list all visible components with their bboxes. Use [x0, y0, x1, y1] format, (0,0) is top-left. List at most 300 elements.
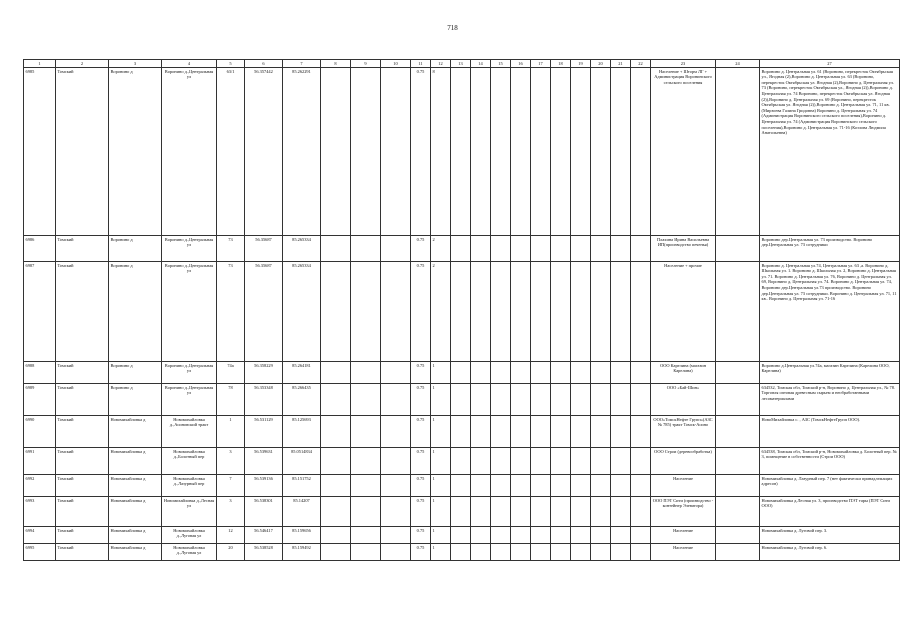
description-cell: 634532, Томская обл, Томский р-н, Воронино д. Центральная ул., № 78. Торговля оптовая древесным сырьем и необработанными лесоматериалами [760, 383, 900, 415]
empty-cell [471, 496, 491, 526]
empty-cell [631, 474, 651, 496]
empty-cell [611, 474, 631, 496]
header-cell: 24 [716, 60, 760, 68]
latitude-cell: 56.546417 [245, 526, 283, 543]
count-cell: 1 [431, 496, 451, 526]
longitude-cell: 85.151752 [283, 474, 321, 496]
empty-cell [511, 415, 531, 447]
empty-cell [591, 415, 611, 447]
header-cell: 18 [551, 60, 571, 68]
description-cell: Новомихайловка д. Луговой пер. 3. [760, 526, 900, 543]
house-cell: 7 [217, 474, 245, 496]
empty-cell [716, 235, 760, 261]
latitude-cell: 56.353348 [245, 383, 283, 415]
row-number-cell: 6993 [24, 496, 56, 526]
empty-cell [491, 415, 511, 447]
header-cell: 1 [24, 60, 56, 68]
empty-cell [351, 235, 381, 261]
empty-cell [491, 474, 511, 496]
empty-cell [321, 361, 351, 383]
empty-cell [451, 415, 471, 447]
header-cell: 9 [351, 60, 381, 68]
header-cell: 13 [451, 60, 471, 68]
empty-cell [511, 383, 531, 415]
count-cell: 1 [431, 474, 451, 496]
empty-cell [351, 383, 381, 415]
house-cell: 63/1 [217, 67, 245, 235]
empty-cell [451, 67, 471, 235]
empty-cell [321, 543, 351, 560]
table-row [24, 447, 900, 474]
empty-cell [321, 383, 351, 415]
district-cell: Томский [56, 543, 109, 560]
latitude-cell: 56.538301 [245, 496, 283, 526]
empty-cell [551, 67, 571, 235]
empty-cell [321, 261, 351, 361]
house-cell: 73 [217, 235, 245, 261]
empty-cell [471, 474, 491, 496]
description-cell: Новомихайловка д. Луговой пер. 6. [760, 543, 900, 560]
header-cell: 6 [245, 60, 283, 68]
empty-cell [531, 235, 551, 261]
row-number-cell: 6988 [24, 361, 56, 383]
district-cell: Томский [56, 67, 109, 235]
empty-cell [351, 361, 381, 383]
empty-cell [631, 67, 651, 235]
empty-cell [571, 361, 591, 383]
empty-cell [351, 496, 381, 526]
longitude-cell: 85.14207 [283, 496, 321, 526]
empty-cell [571, 474, 591, 496]
value-cell: 0.75 [411, 235, 431, 261]
empty-cell [351, 447, 381, 474]
value-cell: 0.75 [411, 496, 431, 526]
latitude-cell: 56.358229 [245, 361, 283, 383]
empty-cell [451, 235, 471, 261]
table-row [24, 543, 900, 560]
empty-cell [381, 235, 411, 261]
value-cell: 0.75 [411, 261, 431, 361]
header-cell: 19 [571, 60, 591, 68]
empty-cell [451, 261, 471, 361]
table-row [24, 235, 900, 261]
owner-cell: Население [651, 526, 716, 543]
address-cell: Новомихайловка д.,Луговая ул [162, 526, 217, 543]
address-cell: Новомихайловка д.,Лазурный пер [162, 474, 217, 496]
empty-cell [611, 526, 631, 543]
empty-cell [611, 361, 631, 383]
table-row [24, 496, 900, 526]
empty-cell [611, 261, 631, 361]
empty-cell [471, 526, 491, 543]
value-cell: 0.75 [411, 361, 431, 383]
latitude-cell: 56.357442 [245, 67, 283, 235]
empty-cell [591, 361, 611, 383]
empty-cell [611, 235, 631, 261]
empty-cell [591, 261, 611, 361]
house-cell: 12 [217, 526, 245, 543]
empty-cell [551, 474, 571, 496]
row-number-cell: 6986 [24, 235, 56, 261]
description-cell: Воронино д. Центральная ул.74, Центральная ул. 63 ,а. Воронино д. Школьная ул. 1. Воронино д. Школьная ул. 2, Воронино д. Центральная ул. 71. Воронино д. Центральная ул. 76, Воронино д. Центральная ул. 69, Воронино д. Центральная ул. 74. Воронино д. Центральная ул. 74, Воронино дер.Центральная ул.73 производство. Воронино дер.Центральная ул. 73 сотрудники. Воронино д. Центральная ул. 71, 11 кв.. Воронино д. Центральная ул. 71-16 [760, 261, 900, 361]
registry-table [23, 59, 900, 561]
address-cell: Новомихайловка д.,Болотный пер [162, 447, 217, 474]
locality-cell: Новомихайловка д [109, 447, 162, 474]
owner-cell: Население [651, 543, 716, 560]
owner-cell: Плахина Ирина Васильевна ИП(производство печенья) [651, 235, 716, 261]
empty-cell [511, 526, 531, 543]
empty-cell [471, 447, 491, 474]
row-number-cell: 6995 [24, 543, 56, 560]
table-row [24, 261, 900, 361]
empty-cell [531, 361, 551, 383]
empty-cell [321, 447, 351, 474]
empty-cell [511, 543, 531, 560]
table-row [24, 474, 900, 496]
empty-cell [471, 415, 491, 447]
header-cell: 3 [109, 60, 162, 68]
value-cell: 0.75 [411, 383, 431, 415]
empty-cell [321, 474, 351, 496]
empty-cell [381, 261, 411, 361]
empty-cell [381, 415, 411, 447]
empty-cell [571, 496, 591, 526]
empty-cell [571, 526, 591, 543]
header-cell: 2 [56, 60, 109, 68]
header-row [24, 60, 900, 68]
empty-cell [381, 383, 411, 415]
district-cell: Томский [56, 447, 109, 474]
address-cell: Воронино д.,Центральная ул [162, 361, 217, 383]
row-number-cell: 6992 [24, 474, 56, 496]
empty-cell [571, 67, 591, 235]
owner-cell: ООО Строи (деревообработка) [651, 447, 716, 474]
row-number-cell: 6991 [24, 447, 56, 474]
empty-cell [321, 496, 351, 526]
empty-cell [491, 543, 511, 560]
district-cell: Томский [56, 261, 109, 361]
empty-cell [716, 543, 760, 560]
locality-cell: Воронино д [109, 383, 162, 415]
longitude-cell: 85.0514834 [283, 447, 321, 474]
locality-cell: Воронино д [109, 67, 162, 235]
address-cell: Воронино д.,Центральная ул [162, 383, 217, 415]
house-cell: 3 [217, 496, 245, 526]
empty-cell [591, 67, 611, 235]
owner-cell: Население + прочие [651, 261, 716, 361]
empty-cell [511, 235, 531, 261]
empty-cell [351, 543, 381, 560]
description-cell: Воронино д.Центральная ул.74а, магазин Карелина (Карелина ООО, Карелина) [760, 361, 900, 383]
empty-cell [631, 447, 651, 474]
empty-cell [381, 67, 411, 235]
locality-cell: Новомихайловка д [109, 496, 162, 526]
empty-cell [351, 526, 381, 543]
empty-cell [611, 415, 631, 447]
count-cell: 1 [431, 447, 451, 474]
count-cell: 2 [431, 261, 451, 361]
empty-cell [511, 361, 531, 383]
empty-cell [381, 361, 411, 383]
empty-cell [571, 447, 591, 474]
empty-cell [531, 261, 551, 361]
district-cell: Томский [56, 235, 109, 261]
empty-cell [451, 474, 471, 496]
empty-cell [321, 415, 351, 447]
longitude-cell: 85.125693 [283, 415, 321, 447]
longitude-cell: 85.159492 [283, 543, 321, 560]
empty-cell [551, 383, 571, 415]
empty-cell [631, 415, 651, 447]
description-cell: Новомихайловка д. Лазурный пер. 7 (нет фактически принадлежащих адресов) [760, 474, 900, 496]
locality-cell: Новомихайловка д [109, 474, 162, 496]
owner-cell: Население + Шторм ЛГ + Администрация Воронинского сельского поселения [651, 67, 716, 235]
empty-cell [611, 496, 631, 526]
longitude-cell: 85.265334 [283, 261, 321, 361]
empty-cell [551, 496, 571, 526]
row-number-cell: 6985 [24, 67, 56, 235]
house-cell: 74а [217, 361, 245, 383]
empty-cell [591, 447, 611, 474]
value-cell: 0.75 [411, 415, 431, 447]
empty-cell [571, 415, 591, 447]
owner-cell: ООО ПЭТ Сити (производство - контейнер Элеватора) [651, 496, 716, 526]
empty-cell [551, 543, 571, 560]
empty-cell [491, 383, 511, 415]
latitude-cell: 56.35687 [245, 235, 283, 261]
house-cell: 78 [217, 383, 245, 415]
address-cell: Новомихайловка д.,Луговая ул [162, 543, 217, 560]
description-cell: Воронино д. Центральная ул. 61 (Воронино, перекресток Октябрьская ул., Ягодная (2),Воронино д. Центральная ул. 63 (Воронино, перекресток Октябрьская ул. Ягодная (2),Воронино д. Центральная ул. 73 (Воронино, перекресток Октябрьская ул., Ягодная (2)),Воронино д. Центральная ул. 74 Воронино, перекресток Октябрьская ул. Ягодная (2)),Воронино д. Центральная ул. 69 (Воронино, перекресток Октябрьская ул. Ягодная (2)),Воронино д. Центральная ул. 71, 11 кв. (Мирзоева Галина Гридовна) Воронино д. Центральная ул. 74 (Администрация Воронинского сельского поселения),Воронино д. Центральная ул. 74 (Администрация Воронинского сельского поселения),Воронино д. Центральная ул. 71-16 (Козлова Людмила Анатольевна) [760, 67, 900, 235]
header-cell: 4 [162, 60, 217, 68]
empty-cell [511, 67, 531, 235]
header-cell: 23 [651, 60, 716, 68]
count-cell: 1 [431, 361, 451, 383]
latitude-cell: 56.35687 [245, 261, 283, 361]
empty-cell [471, 383, 491, 415]
empty-cell [611, 67, 631, 235]
empty-cell [381, 543, 411, 560]
latitude-cell: 56.539136 [245, 474, 283, 496]
count-cell: 1 [431, 383, 451, 415]
empty-cell [716, 261, 760, 361]
empty-cell [551, 235, 571, 261]
empty-cell [551, 526, 571, 543]
count-cell: 2 [431, 235, 451, 261]
empty-cell [591, 496, 611, 526]
empty-cell [551, 261, 571, 361]
locality-cell: Воронино д [109, 261, 162, 361]
description-cell: НовоМихайловка с. , АЗС (ТомскНефтеГрупп ООО). [760, 415, 900, 447]
description-cell: Воронино дер.Центральная ул. 73 производство. Воронино дер.Центральная ул. 73 сотрудники [760, 235, 900, 261]
empty-cell [451, 496, 471, 526]
empty-cell [631, 261, 651, 361]
header-cell: 10 [381, 60, 411, 68]
empty-cell [591, 526, 611, 543]
empty-cell [351, 261, 381, 361]
empty-cell [716, 383, 760, 415]
address-cell: Воронино д.,Центральная ул [162, 261, 217, 361]
empty-cell [591, 543, 611, 560]
empty-cell [451, 383, 471, 415]
header-cell: 27 [760, 60, 900, 68]
header-cell: 20 [591, 60, 611, 68]
latitude-cell: 56.531129 [245, 415, 283, 447]
house-cell: 73 [217, 261, 245, 361]
table-body [24, 60, 900, 561]
table-row [24, 67, 900, 235]
description-cell: Новомихайловка д.Лесная ул. 3, производство ПЭТ тары (ПЭТ Сити ООО) [760, 496, 900, 526]
address-cell: Воронино д.,Центральная ул [162, 235, 217, 261]
header-cell: 21 [611, 60, 631, 68]
empty-cell [451, 543, 471, 560]
latitude-cell: 56.538528 [245, 543, 283, 560]
longitude-cell: 85.159656 [283, 526, 321, 543]
district-cell: Томский [56, 474, 109, 496]
empty-cell [491, 235, 511, 261]
latitude-cell: 56.539631 [245, 447, 283, 474]
longitude-cell: 85.262291 [283, 67, 321, 235]
locality-cell: Новомихайловка д [109, 415, 162, 447]
header-cell: 17 [531, 60, 551, 68]
count-cell: 1 [431, 543, 451, 560]
district-cell: Томский [56, 415, 109, 447]
empty-cell [531, 383, 551, 415]
empty-cell [611, 447, 631, 474]
longitude-cell: 85.266435 [283, 383, 321, 415]
table-row [24, 526, 900, 543]
house-cell: 20 [217, 543, 245, 560]
header-cell: 15 [491, 60, 511, 68]
empty-cell [471, 67, 491, 235]
empty-cell [551, 447, 571, 474]
empty-cell [471, 261, 491, 361]
value-cell: 0.75 [411, 474, 431, 496]
empty-cell [551, 361, 571, 383]
header-cell: 5 [217, 60, 245, 68]
empty-cell [471, 361, 491, 383]
empty-cell [531, 67, 551, 235]
empty-cell [531, 474, 551, 496]
empty-cell [571, 383, 591, 415]
table-row [24, 415, 900, 447]
empty-cell [381, 447, 411, 474]
empty-cell [451, 526, 471, 543]
empty-cell [511, 261, 531, 361]
address-cell: Новомихайловка д.,Лесная ул [162, 496, 217, 526]
empty-cell [381, 474, 411, 496]
empty-cell [716, 447, 760, 474]
header-cell: 12 [431, 60, 451, 68]
empty-cell [591, 383, 611, 415]
empty-cell [491, 496, 511, 526]
empty-cell [511, 496, 531, 526]
owner-cell: ООО«ТомскНефте Групп»(АЗС № 785) тракт Томск-Асино [651, 415, 716, 447]
empty-cell [531, 543, 551, 560]
address-cell: Воронино д.,Центральная ул [162, 67, 217, 235]
longitude-cell: 85.265334 [283, 235, 321, 261]
empty-cell [716, 415, 760, 447]
house-cell: 3 [217, 447, 245, 474]
empty-cell [531, 496, 551, 526]
empty-cell [491, 526, 511, 543]
empty-cell [631, 543, 651, 560]
empty-cell [631, 526, 651, 543]
district-cell: Томский [56, 496, 109, 526]
value-cell: 0.75 [411, 67, 431, 235]
value-cell: 0.75 [411, 447, 431, 474]
empty-cell [611, 383, 631, 415]
row-number-cell: 6994 [24, 526, 56, 543]
empty-cell [631, 383, 651, 415]
empty-cell [716, 496, 760, 526]
locality-cell: Новомихайловка д [109, 543, 162, 560]
owner-cell: ООО «Бай-Шин» [651, 383, 716, 415]
description-cell: 634538, Томская обл, Томский р-н, Новомихайловка д. Болотный пер. № 3, помещение в собственности (Строи ООО) [760, 447, 900, 474]
header-cell: 7 [283, 60, 321, 68]
header-cell: 8 [321, 60, 351, 68]
empty-cell [381, 526, 411, 543]
locality-cell: Воронино д [109, 361, 162, 383]
empty-cell [591, 474, 611, 496]
empty-cell [571, 261, 591, 361]
empty-cell [531, 526, 551, 543]
empty-cell [631, 235, 651, 261]
empty-cell [716, 361, 760, 383]
empty-cell [381, 496, 411, 526]
empty-cell [511, 474, 531, 496]
empty-cell [531, 447, 551, 474]
value-cell: 0.75 [411, 526, 431, 543]
empty-cell [531, 415, 551, 447]
page-number: 718 [447, 24, 458, 32]
header-cell: 11 [411, 60, 431, 68]
empty-cell [471, 235, 491, 261]
empty-cell [571, 543, 591, 560]
empty-cell [351, 474, 381, 496]
district-cell: Томский [56, 526, 109, 543]
district-cell: Томский [56, 383, 109, 415]
empty-cell [631, 496, 651, 526]
empty-cell [491, 67, 511, 235]
empty-cell [716, 474, 760, 496]
header-cell: 16 [511, 60, 531, 68]
owner-cell: ООО Карелина (магазин Карелина) [651, 361, 716, 383]
owner-cell: Население [651, 474, 716, 496]
empty-cell [471, 543, 491, 560]
empty-cell [321, 235, 351, 261]
empty-cell [321, 67, 351, 235]
empty-cell [321, 526, 351, 543]
empty-cell [351, 415, 381, 447]
empty-cell [491, 447, 511, 474]
value-cell: 0.75 [411, 543, 431, 560]
count-cell: 1 [431, 415, 451, 447]
empty-cell [451, 361, 471, 383]
empty-cell [571, 235, 591, 261]
empty-cell [716, 67, 760, 235]
row-number-cell: 6990 [24, 415, 56, 447]
empty-cell [491, 261, 511, 361]
empty-cell [451, 447, 471, 474]
header-cell: 22 [631, 60, 651, 68]
locality-cell: Новомихайловка д [109, 526, 162, 543]
longitude-cell: 85.264181 [283, 361, 321, 383]
header-cell: 14 [471, 60, 491, 68]
locality-cell: Воронино д [109, 235, 162, 261]
address-cell: Новомихайловка д.,Асиновский тракт [162, 415, 217, 447]
house-cell: 1 [217, 415, 245, 447]
